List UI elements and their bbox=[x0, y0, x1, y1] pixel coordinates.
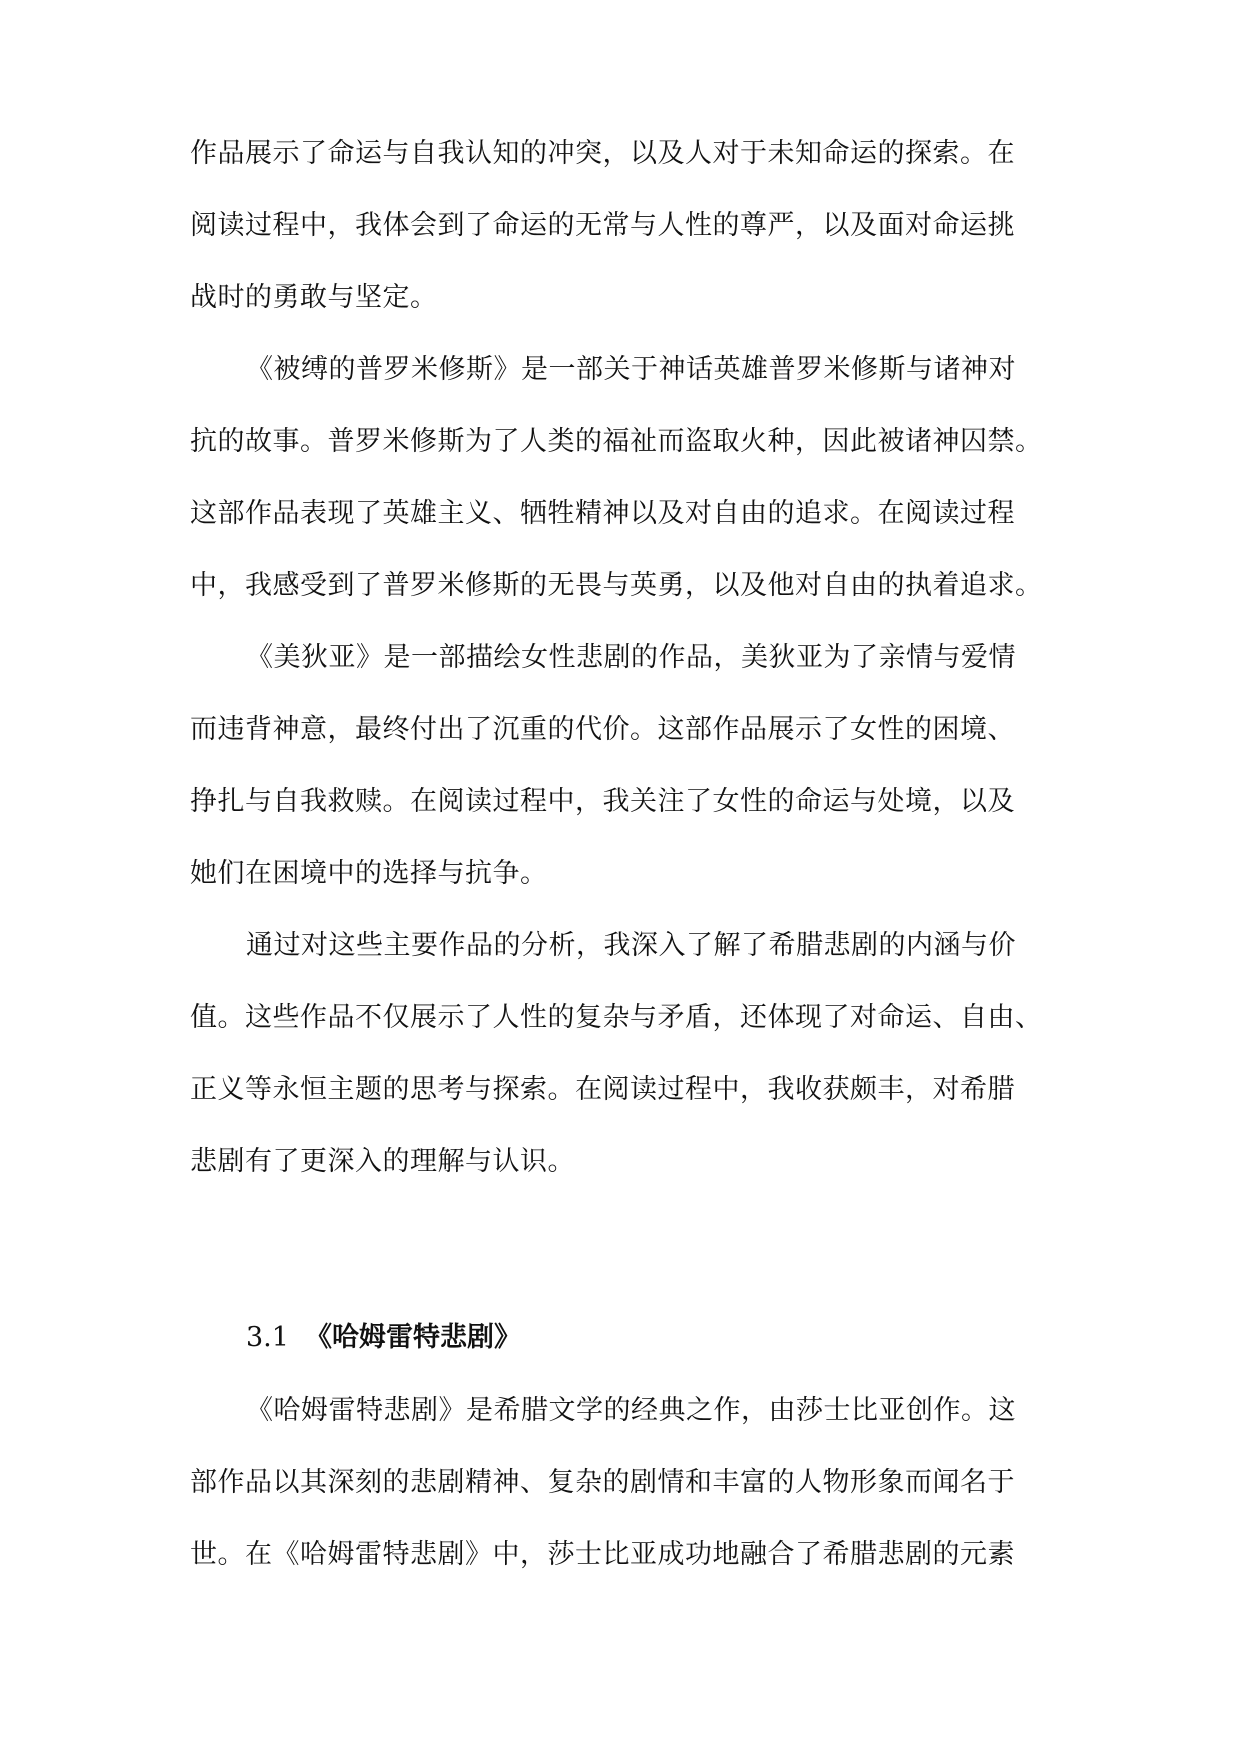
paragraph-3-line-1: 《美狄亚》是一部描绘女性悲剧的作品，美狄亚为了亲情与爱情 bbox=[246, 642, 1016, 673]
paragraph-2-line-4: 中，我感受到了普罗米修斯的无畏与英勇，以及他对自由的执着追求。 bbox=[190, 570, 1043, 601]
paragraph-1-line-3: 战时的勇敢与坚定。 bbox=[190, 282, 438, 313]
paragraph-4-line-2: 值。这些作品不仅展示了人性的复杂与矛盾，还体现了对命运、自由、 bbox=[190, 1002, 1043, 1033]
paragraph-1-line-2: 阅读过程中，我体会到了命运的无常与人性的尊严，以及面对命运挑 bbox=[190, 210, 1015, 241]
paragraph-1-line-1: 作品展示了命运与自我认知的冲突，以及人对于未知命运的探索。在 bbox=[190, 138, 1015, 169]
section-paragraph-line-3: 世。在《哈姆雷特悲剧》中，莎士比亚成功地融合了希腊悲剧的元素 bbox=[190, 1539, 1015, 1570]
paragraph-4-line-1: 通过对这些主要作品的分析，我深入了解了希腊悲剧的内涵与价 bbox=[246, 930, 1016, 961]
section-heading bbox=[246, 1318, 521, 1358]
paragraph-3-line-2: 而违背神意，最终付出了沉重的代价。这部作品展示了女性的困境、 bbox=[190, 714, 1015, 745]
paragraph-2-line-1: 《被缚的普罗米修斯》是一部关于神话英雄普罗米修斯与诸神对 bbox=[246, 354, 1016, 385]
paragraph-4-line-4: 悲剧有了更深入的理解与认识。 bbox=[190, 1146, 575, 1177]
section-number: 3.1 bbox=[246, 1322, 289, 1353]
section-paragraph-line-2: 部作品以其深刻的悲剧精神、复杂的剧情和丰富的人物形象而闻名于 bbox=[190, 1467, 1015, 1498]
paragraph-3-line-4: 她们在困境中的选择与抗争。 bbox=[190, 858, 548, 889]
paragraph-4-line-3: 正义等永恒主题的思考与探索。在阅读过程中，我收获颇丰，对希腊 bbox=[190, 1074, 1015, 1105]
section-paragraph-line-1: 《哈姆雷特悲剧》是希腊文学的经典之作，由莎士比亚创作。这 bbox=[246, 1395, 1016, 1426]
section-title: 《哈姆雷特悲剧》 bbox=[304, 1322, 521, 1353]
paragraph-2-line-3: 这部作品表现了英雄主义、牺牲精神以及对自由的追求。在阅读过程 bbox=[190, 498, 1015, 529]
paragraph-2-line-2: 抗的故事。普罗米修斯为了人类的福祉而盗取火种，因此被诸神囚禁。 bbox=[190, 426, 1043, 457]
paragraph-3-line-3: 挣扎与自我救赎。在阅读过程中，我关注了女性的命运与处境，以及 bbox=[190, 786, 1015, 817]
